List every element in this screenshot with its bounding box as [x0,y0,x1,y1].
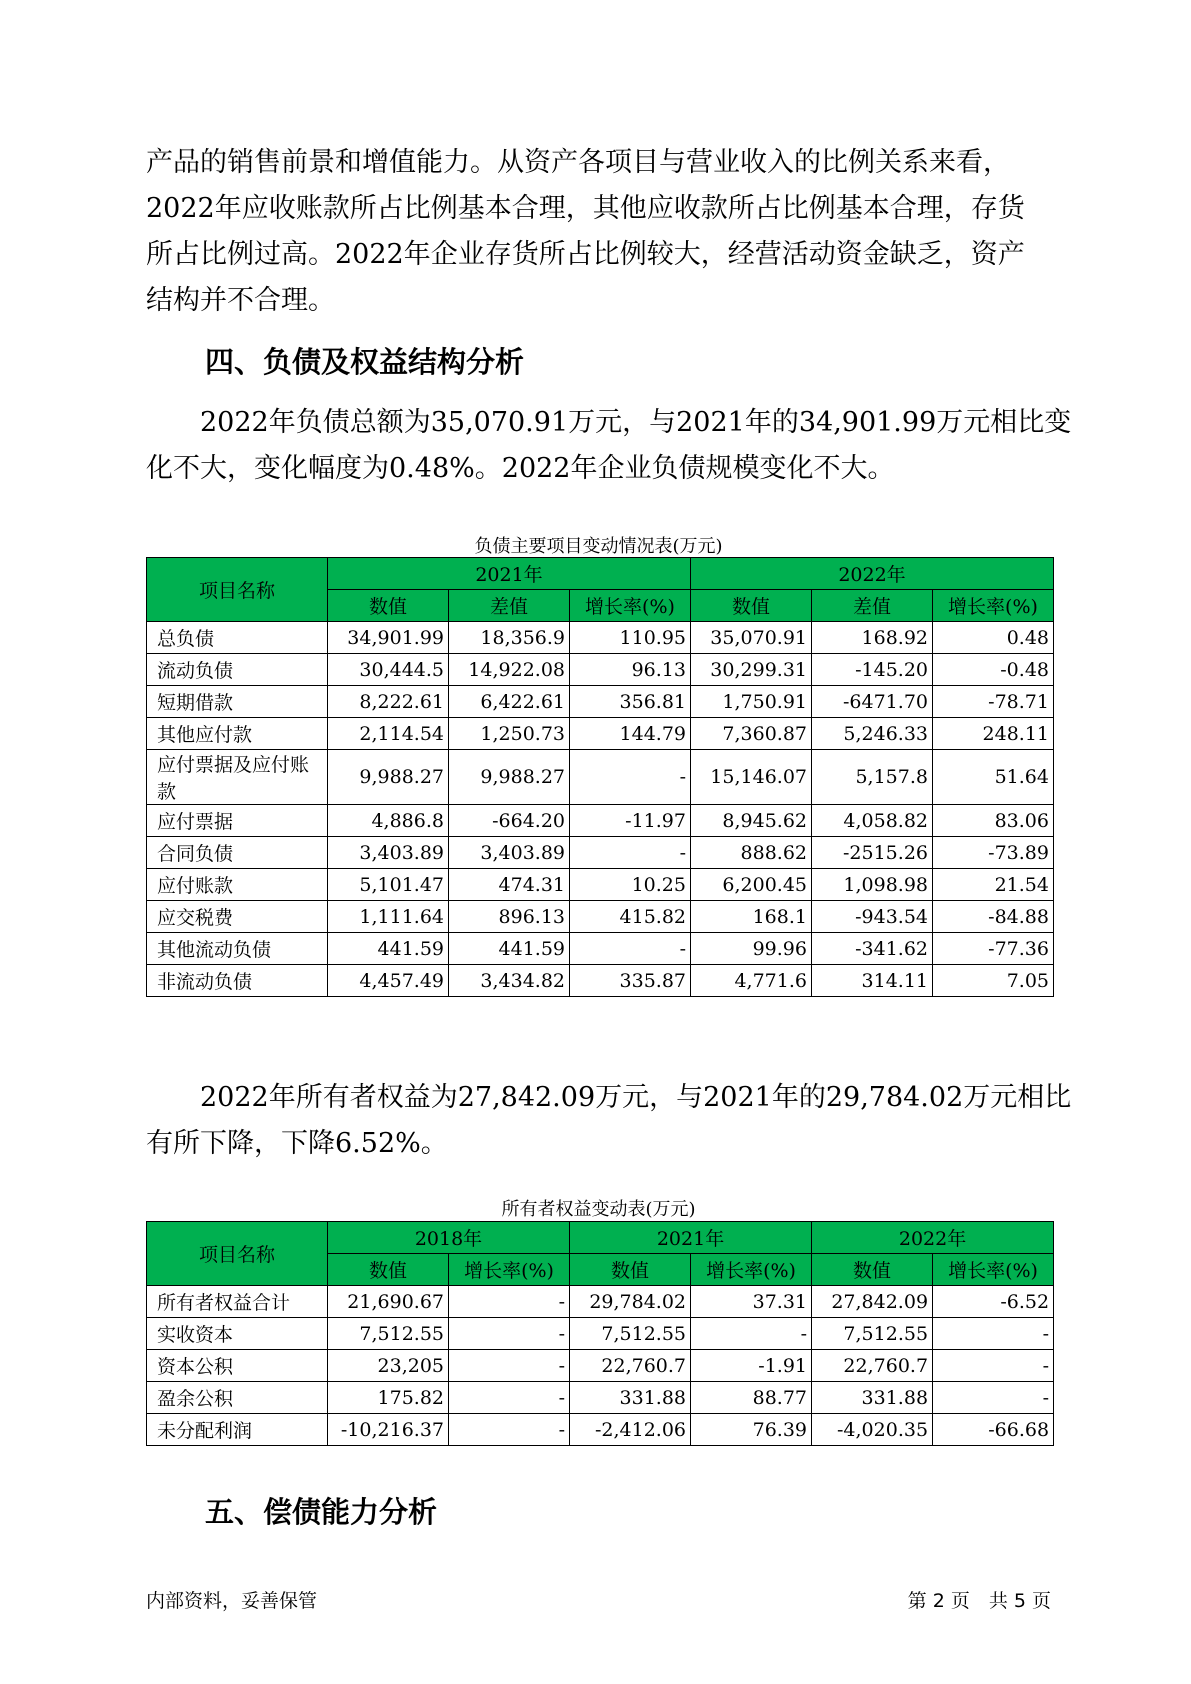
table-cell: 441.59 [328,933,449,965]
table-cell: 23,205 [328,1350,449,1382]
table-cell: 168.1 [691,901,812,933]
table-cell: 248.11 [933,718,1054,750]
table-cell: 9,988.27 [328,750,449,805]
year-header: 2022年 [812,1222,1054,1254]
liability-table [146,557,1054,997]
row-label: 盈余公积 [147,1382,328,1414]
table-row [147,901,1054,933]
table-row [147,837,1054,869]
table-cell: 37.31 [691,1286,812,1318]
equity-table [146,1221,1054,1446]
table-cell: 7.05 [933,965,1054,997]
table-cell: -78.71 [933,686,1054,718]
row-label: 实收资本 [147,1318,328,1350]
table-cell: 3,403.89 [449,837,570,869]
table-cell: 18,356.9 [449,622,570,654]
row-label: 非流动负债 [147,965,328,997]
table-cell: 76.39 [691,1414,812,1446]
table-cell: 441.59 [449,933,570,965]
row-label: 未分配利润 [147,1414,328,1446]
table-cell: 175.82 [328,1382,449,1414]
table-cell: - [570,837,691,869]
row-label: 总负债 [147,622,328,654]
table-cell: -6.52 [933,1286,1054,1318]
table-cell: 335.87 [570,965,691,997]
table-cell: 34,901.99 [328,622,449,654]
table-cell: 27,842.09 [812,1286,933,1318]
table-cell: 7,512.55 [328,1318,449,1350]
equity-paragraph [146,1075,1072,1167]
column-header: 数值 [812,1254,933,1286]
table-cell: 3,434.82 [449,965,570,997]
row-label: 所有者权益合计 [147,1286,328,1318]
table-cell: 6,200.45 [691,869,812,901]
table-cell: -2515.26 [812,837,933,869]
table-row [147,933,1054,965]
table-row [147,1382,1054,1414]
table-cell: -2,412.06 [570,1414,691,1446]
table-row [147,1318,1054,1350]
table-cell: 314.11 [812,965,933,997]
table-cell: 474.31 [449,869,570,901]
table-cell: 415.82 [570,901,691,933]
column-header: 差值 [812,590,933,622]
table-cell: 15,146.07 [691,750,812,805]
table-cell: 331.88 [570,1382,691,1414]
table-cell: 1,111.64 [328,901,449,933]
table-cell: -4,020.35 [812,1414,933,1446]
table-cell: -145.20 [812,654,933,686]
table-cell: 88.77 [691,1382,812,1414]
item-name-header: 项目名称 [147,1222,328,1286]
row-label: 流动负债 [147,654,328,686]
table-cell: - [449,1286,570,1318]
table-cell: 10.25 [570,869,691,901]
table-cell: 7,512.55 [812,1318,933,1350]
table-cell: 9,988.27 [449,750,570,805]
table-row [147,869,1054,901]
footer-page-number: 第 2 页 共 5 页 [907,1590,1051,1612]
column-header: 增长率(%) [449,1254,570,1286]
column-header: 数值 [328,590,449,622]
table-cell: - [691,1318,812,1350]
section-5-title: 五、偿债能力分析 [205,1495,438,1529]
table-cell: 6,422.61 [449,686,570,718]
row-label: 合同负债 [147,837,328,869]
table-cell: 1,098.98 [812,869,933,901]
table-row [147,965,1054,997]
table-cell: 5,157.8 [812,750,933,805]
paragraph-line: 所占比例过高。2022年企业存货所占比例较大，经营活动资金缺乏，资产 [146,239,1025,270]
column-header: 数值 [691,590,812,622]
table-row [147,686,1054,718]
table-cell: 8,222.61 [328,686,449,718]
table-cell: 168.92 [812,622,933,654]
footer-confidential-note: 内部资料，妥善保管 [146,1590,318,1612]
table-row [147,750,1054,805]
row-label: 资本公积 [147,1350,328,1382]
table-cell: 22,760.7 [570,1350,691,1382]
table-cell: - [933,1318,1054,1350]
equity-table-caption: 所有者权益变动表(万元) [501,1199,696,1220]
column-header: 增长率(%) [691,1254,812,1286]
table-cell: -11.97 [570,805,691,837]
liability-table-caption: 负债主要项目变动情况表(万元) [474,536,723,557]
table-cell: -73.89 [933,837,1054,869]
table-cell: 0.48 [933,622,1054,654]
table-cell: 7,360.87 [691,718,812,750]
table-cell: 5,101.47 [328,869,449,901]
table-cell: - [933,1350,1054,1382]
table-cell: 4,771.6 [691,965,812,997]
row-label: 应付账款 [147,869,328,901]
section-4-title: 四、负债及权益结构分析 [205,345,525,379]
paragraph-line: 化不大，变化幅度为0.48%。2022年企业负债规模变化不大。 [146,453,895,484]
table-row [147,622,1054,654]
table-row [147,1350,1054,1382]
table-cell: 22,760.7 [812,1350,933,1382]
table-cell: 35,070.91 [691,622,812,654]
table-cell: 30,299.31 [691,654,812,686]
column-header: 增长率(%) [933,1254,1054,1286]
table-cell: - [570,750,691,805]
row-label: 应付票据及应付账款 [147,750,328,805]
table-cell: 99.96 [691,933,812,965]
table-row [147,1414,1054,1446]
table-cell: 144.79 [570,718,691,750]
table-cell: -66.68 [933,1414,1054,1446]
liability-paragraph [146,400,1072,492]
paragraph-line: 2022年所有者权益为27,842.09万元，与2021年的29,784.02万元相比 [146,1082,1072,1113]
table-cell: -84.88 [933,901,1054,933]
row-label: 应付票据 [147,805,328,837]
table-row [147,654,1054,686]
table-cell: -6471.70 [812,686,933,718]
table-cell: - [449,1382,570,1414]
year-header: 2018年 [328,1222,570,1254]
table-cell: 30,444.5 [328,654,449,686]
column-header: 差值 [449,590,570,622]
table-cell: - [570,933,691,965]
table-cell: 21,690.67 [328,1286,449,1318]
table-cell: - [449,1414,570,1446]
table-cell: - [449,1350,570,1382]
table-cell: 7,512.55 [570,1318,691,1350]
table-cell: 83.06 [933,805,1054,837]
table-cell: 5,246.33 [812,718,933,750]
table-cell: -664.20 [449,805,570,837]
paragraph-line: 有所下降，下降6.52%。 [146,1128,448,1159]
table-cell: 4,886.8 [328,805,449,837]
paragraph-line: 2022年应收账款所占比例基本合理，其他应收款所占比例基本合理，存货 [146,193,1025,224]
column-header: 数值 [570,1254,691,1286]
row-label: 短期借款 [147,686,328,718]
table-cell: -1.91 [691,1350,812,1382]
column-header: 数值 [328,1254,449,1286]
year-header: 2022年 [691,558,1054,590]
paragraph-line: 产品的销售前景和增值能力。从资产各项目与营业收入的比例关系来看， [146,147,1010,178]
column-header: 增长率(%) [933,590,1054,622]
table-cell: 896.13 [449,901,570,933]
table-cell: -77.36 [933,933,1054,965]
column-header: 增长率(%) [570,590,691,622]
item-name-header: 项目名称 [147,558,328,622]
year-header: 2021年 [328,558,691,590]
table-cell: -0.48 [933,654,1054,686]
table-cell: 29,784.02 [570,1286,691,1318]
table-row [147,805,1054,837]
table-cell: -943.54 [812,901,933,933]
table-cell: 1,250.73 [449,718,570,750]
table-cell: 8,945.62 [691,805,812,837]
table-cell: 331.88 [812,1382,933,1414]
row-label: 其他流动负债 [147,933,328,965]
table-cell: 888.62 [691,837,812,869]
table-cell: -10,216.37 [328,1414,449,1446]
table-cell: 51.64 [933,750,1054,805]
table-cell: - [449,1318,570,1350]
paragraph-line: 结构并不合理。 [146,285,335,316]
table-row [147,1286,1054,1318]
table-cell: 96.13 [570,654,691,686]
table-cell: 2,114.54 [328,718,449,750]
table-cell: 14,922.08 [449,654,570,686]
table-cell: -341.62 [812,933,933,965]
table-row [147,718,1054,750]
table-cell: - [933,1382,1054,1414]
intro-paragraph [146,140,1051,324]
table-cell: 4,058.82 [812,805,933,837]
table-cell: 1,750.91 [691,686,812,718]
row-label: 其他应付款 [147,718,328,750]
table-cell: 4,457.49 [328,965,449,997]
row-label: 应交税费 [147,901,328,933]
table-cell: 21.54 [933,869,1054,901]
paragraph-line: 2022年负债总额为35,070.91万元，与2021年的34,901.99万元相比变 [146,407,1072,438]
table-cell: 356.81 [570,686,691,718]
year-header: 2021年 [570,1222,812,1254]
table-cell: 3,403.89 [328,837,449,869]
table-cell: 110.95 [570,622,691,654]
